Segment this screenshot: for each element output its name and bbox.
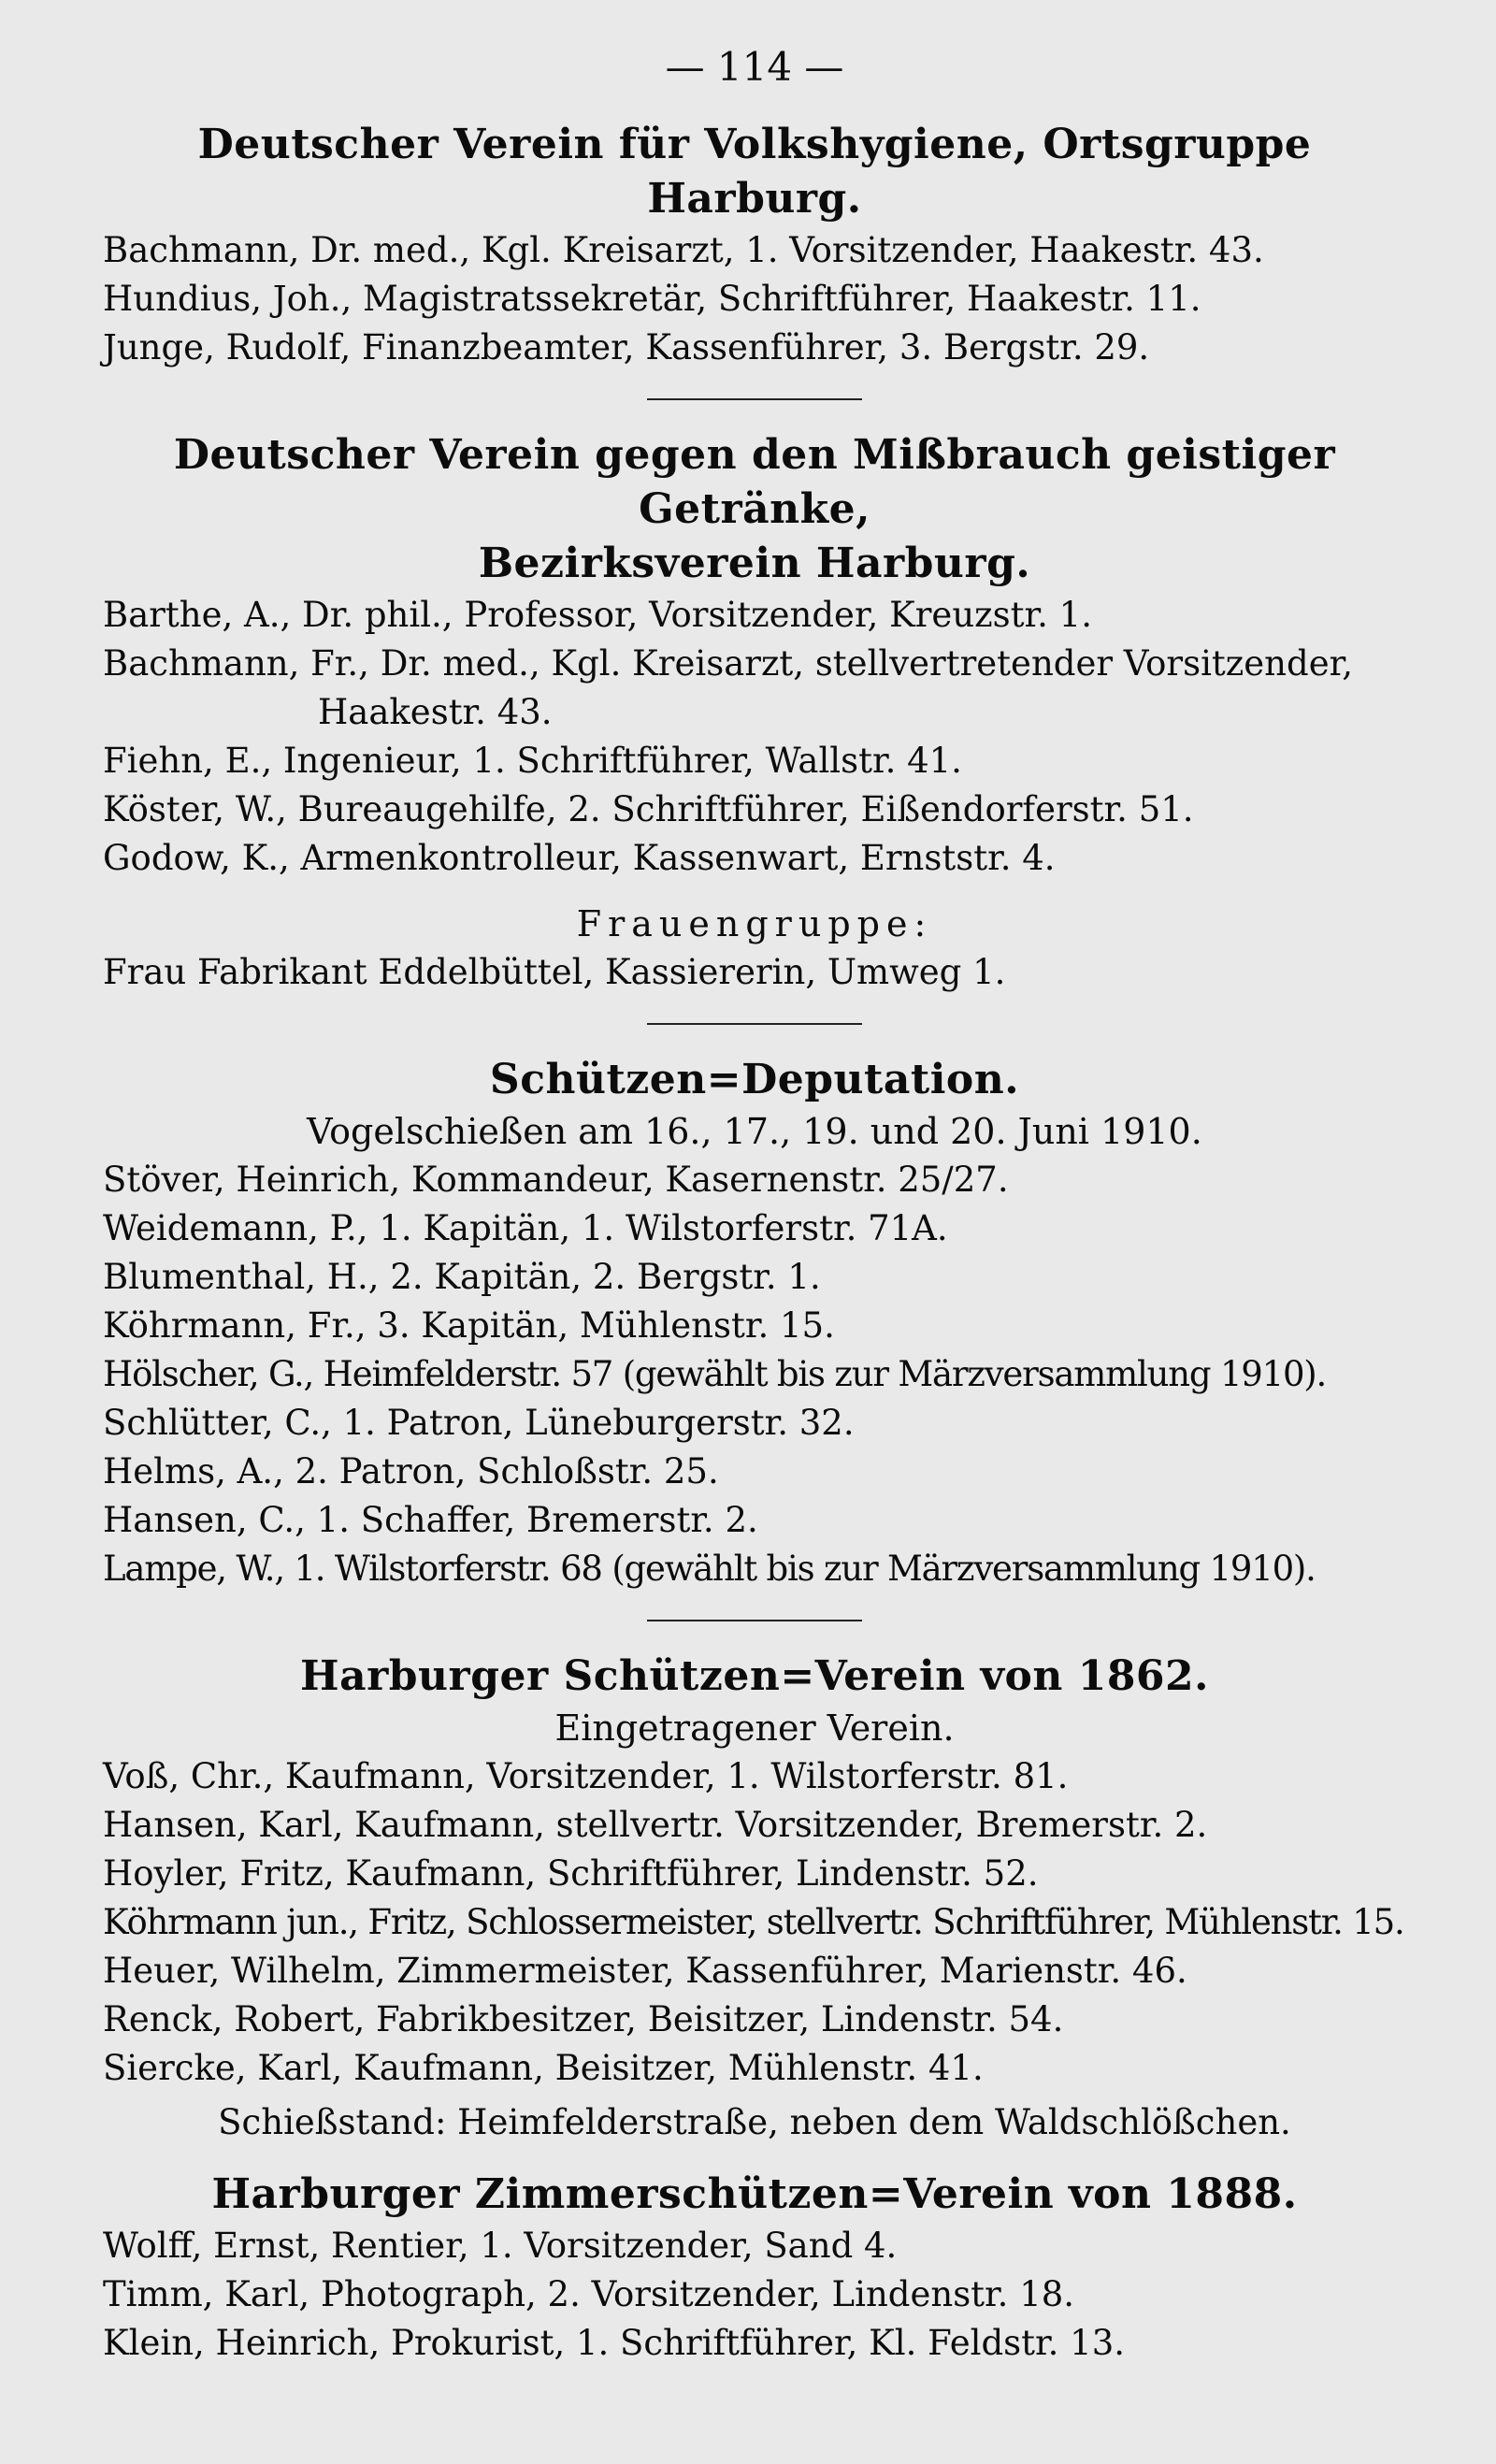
member-entry: Bachmann, Dr. med., Kgl. Kreisarzt, 1. Vorsitzender, Haakestr. 43. [103, 230, 1264, 270]
page-number: — 114 — [665, 44, 844, 90]
member-entry: Hansen, Karl, Kaufmann, stellvertr. Vorsitzender, Bremerstr. 2. [103, 1805, 1208, 1845]
section-subheading: Eingetragener Verein. [554, 1708, 955, 1749]
section-gap [103, 2147, 1406, 2168]
member-entry: Blumenthal, H., 2. Kapitän, 2. Bergstr. 1. [103, 1257, 821, 1297]
section-heading-line1: Deutscher Verein gegen den Mißbrauch geistiger Getränke, [173, 431, 1336, 533]
member-entry: Wolff, Ernst, Rentier, 1. Vorsitzender, Sand 4. [103, 2226, 898, 2266]
member-entry: Lampe, W., 1. Wilstorferstr. 68 (gewählt bis zur Märzversammlung 1910). [103, 1549, 1316, 1589]
member-entry: Siercke, Karl, Kaufmann, Beisitzer, Mühlenstr. 41. [103, 2048, 984, 2088]
member-entry: Köster, W., Bureaugehilfe, 2. Schriftführer, Eißendorferstr. 51. [103, 789, 1194, 829]
section-volkshygiene [103, 118, 1406, 372]
member-entry: Helms, A., 2. Patron, Schloßstr. 25. [103, 1451, 719, 1491]
section-divider [647, 1023, 862, 1025]
member-entry: Hoyler, Fritz, Kaufmann, Schriftführer, Lindenstr. 52. [103, 1853, 1039, 1894]
member-entry: Hölscher, G., Heimfelderstr. 57 (gewählt bis zur Märzversammlung 1910). [103, 1354, 1327, 1394]
member-entry: Frau Fabrikant Eddelbüttel, Kassiererin, Umweg 1. [103, 952, 1006, 992]
member-entry: Stöver, Heinrich, Kommandeur, Kasernenstr. 25/27. [103, 1160, 1009, 1200]
member-entry: Timm, Karl, Photograph, 2. Vorsitzender, Lindenstr. 18. [103, 2274, 1075, 2314]
member-entry: Weidemann, P., 1. Kapitän, 1. Wilstorferstr. 71A. [103, 1208, 948, 1248]
section-schuetzen-deputation [103, 1053, 1406, 1593]
member-entry: Hundius, Joh., Magistratssekretär, Schriftführer, Haakestr. 11. [103, 279, 1201, 319]
section-zimmerschuetzen-verein-1888 [103, 2168, 1406, 2368]
section-heading: Deutscher Verein für Volkshygiene, Ortsgruppe Harburg. [197, 121, 1312, 223]
member-entry: Junge, Rudolf, Finanzbeamter, Kassenführer, 3. Bergstr. 29. [103, 327, 1150, 367]
section-heading-line2: Bezirksverein Harburg. [478, 540, 1031, 587]
member-entry: Fiehn, E., Ingenieur, 1. Schriftführer, Wallstr. 41. [103, 741, 962, 781]
section-heading: Harburger Zimmerschützen=Verein von 1888. [211, 2170, 1298, 2218]
member-entry: Bachmann, Fr., Dr. med., Kgl. Kreisarzt, stellvertretender Vorsitzender, Haakestr. 43. [103, 643, 1353, 732]
member-entry: Heuer, Wilhelm, Zimmermeister, Kassenführer, Marienstr. 46. [103, 1951, 1187, 1991]
member-entry: Barthe, A., Dr. phil., Professor, Vorsitzender, Kreuzstr. 1. [103, 595, 1092, 635]
member-entry: Köhrmann, Fr., 3. Kapitän, Mühlenstr. 15. [103, 1305, 835, 1346]
section-heading: Schützen=Deputation. [489, 1056, 1020, 1103]
section-subheading: Vogelschießen am 16., 17., 19. und 20. Juni 1910. [307, 1111, 1202, 1152]
section-divider [647, 398, 862, 400]
section-missbrauch [103, 428, 1406, 997]
section-divider [647, 1620, 862, 1621]
member-entry: Hansen, C., 1. Schaffer, Bremerstr. 2. [103, 1500, 758, 1540]
member-entry: Voß, Chr., Kaufmann, Vorsitzender, 1. Wilstorferstr. 81. [103, 1756, 1069, 1796]
member-entry: Schlütter, C., 1. Patron, Lüneburgerstr. 32. [103, 1403, 855, 1443]
section-schuetzen-verein-1862 [103, 1650, 1406, 2147]
section-note: Schießstand: Heimfelderstraße, neben dem Waldschlößchen. [218, 2102, 1291, 2142]
member-entry: Klein, Heinrich, Prokurist, 1. Schriftführer, Kl. Feldstr. 13. [103, 2323, 1126, 2363]
member-entry: Renck, Robert, Fabrikbesitzer, Beisitzer, Lindenstr. 54. [103, 1999, 1064, 2039]
member-entry: Godow, K., Armenkontrolleur, Kassenwart, Ernststr. 4. [103, 838, 1056, 878]
member-entry: Köhrmann jun., Fritz, Schlossermeister, stellvertr. Schriftführer, Mühlenstr. 15. [103, 1902, 1404, 1942]
subgroup-title: Frauengruppe: [576, 903, 933, 944]
section-heading: Harburger Schützen=Verein von 1862. [300, 1652, 1209, 1700]
